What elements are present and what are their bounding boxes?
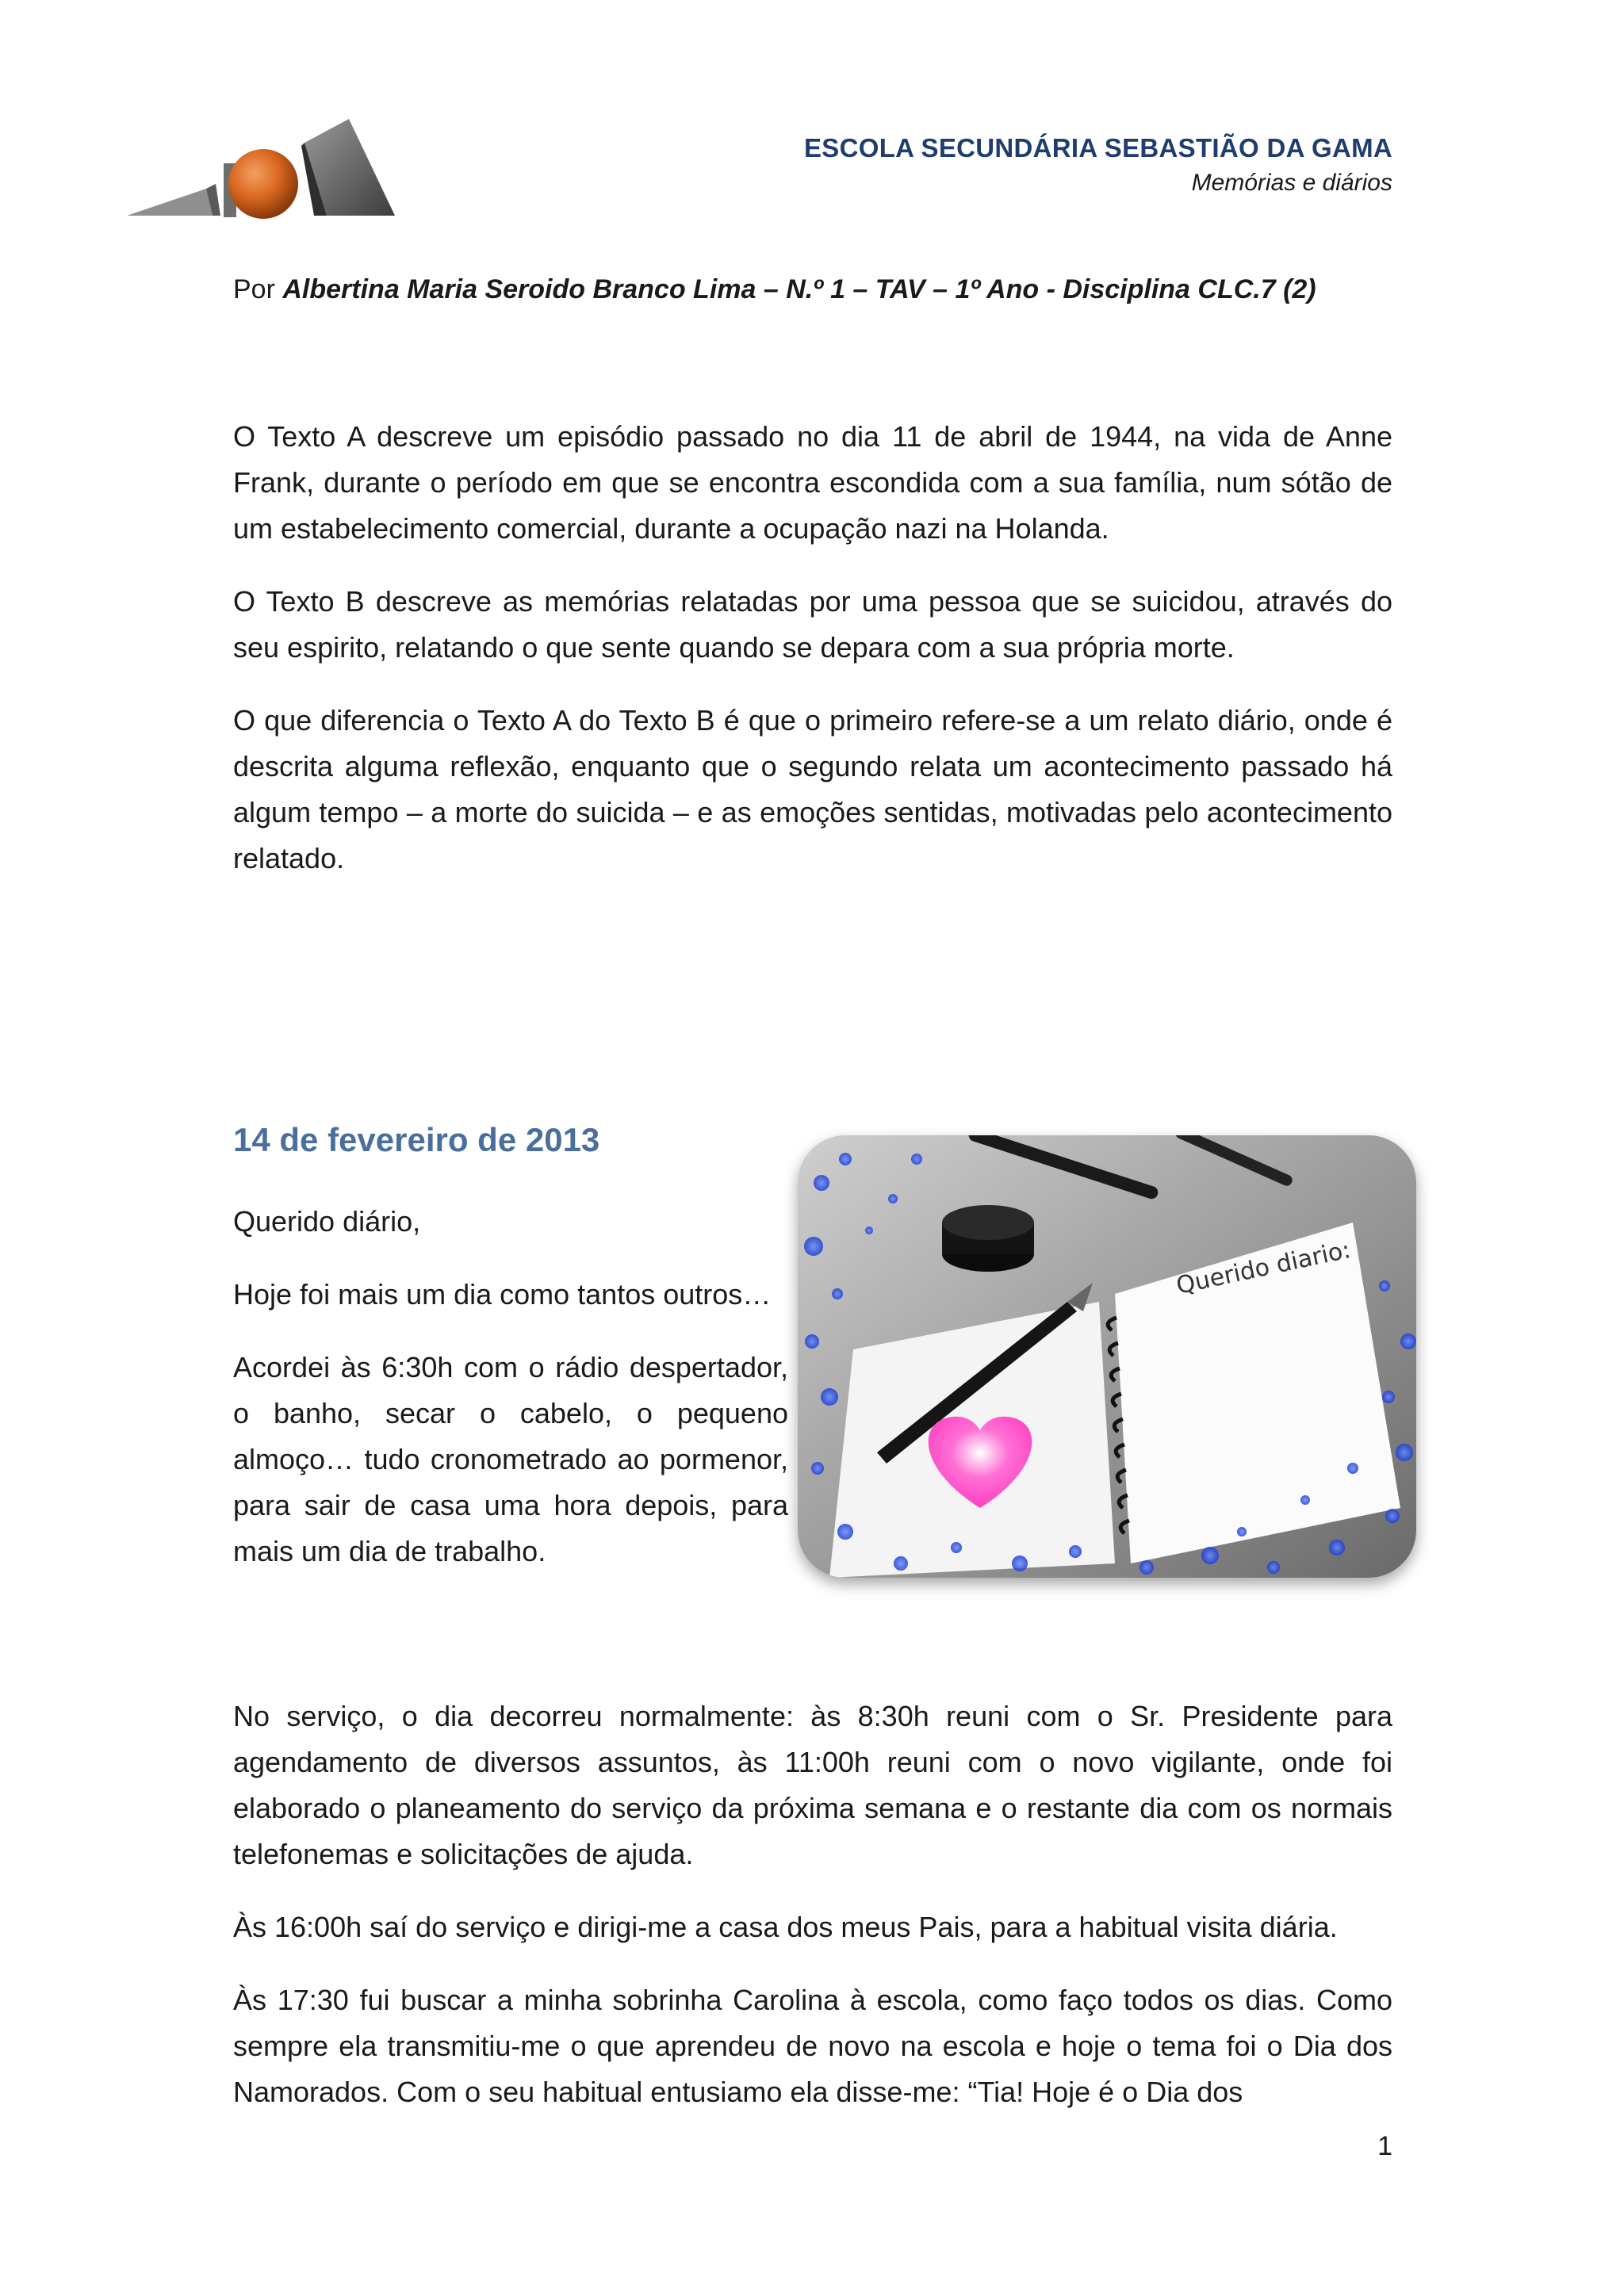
notebook-illustration	[798, 1135, 1416, 1578]
school-name: ESCOLA SECUNDÁRIA SEBASTIÃO DA GAMA	[803, 133, 1392, 163]
diary-body	[233, 1693, 1392, 2142]
byline-prefix: Por	[233, 274, 275, 304]
paragraph: O Texto A descreve um episódio passado no dia 11 de abril de 1944, na vida de Anne Frank, durante o período em que se encontra escondida com a sua família, num sótão de um estabelecimento comercial, durante a ocupação nazi na Holanda.	[233, 420, 1392, 545]
byline-author: Albertina Maria Seroido Branco Lima – N.º 1 – TAV – 1º Ano - Disciplina CLC.7 (2)	[282, 274, 1316, 304]
author-byline	[233, 274, 1316, 305]
diary-photo	[798, 1135, 1416, 1578]
page-number: 1	[1377, 2131, 1392, 2161]
paragraph: Às 16:00h saí do serviço e dirigi-me a casa dos meus Pais, para a habitual visita diária.	[233, 1911, 1338, 1943]
diary-greeting: Querido diário,	[233, 1205, 421, 1238]
document-subtitle: Memórias e diários	[1191, 170, 1392, 196]
school-header	[804, 133, 1392, 197]
intro-text	[233, 414, 1392, 909]
paragraph: Hoje foi mais um dia como tantos outros…	[233, 1278, 772, 1311]
paragraph: Acordei às 6:30h com o rádio despertador, o banho, secar o cabelo, o pequeno almoço… tudo cronometrado ao pormenor, para sair de casa uma hora depois, para mais um dia de trabalho.	[233, 1351, 788, 1567]
paragraph: No serviço, o dia decorreu normalmente: às 8:30h reuni com o Sr. Presidente para agendamento de diversos assuntos, às 11:00h reuni com o novo vigilante, onde foi elaborado o planeamento do serviço da próxima semana e o restante dia com os normais telefonemas e solicitações de ajuda.	[233, 1700, 1392, 1870]
diary-column	[233, 1199, 788, 1601]
paragraph: O Texto B descreve as memórias relatadas por uma pessoa que se suicidou, através do seu espirito, relatando o que sente quando se depara com a sua própria morte.	[233, 585, 1392, 664]
school-logo	[119, 111, 404, 230]
diary-date-heading: 14 de fevereiro de 2013	[233, 1121, 600, 1158]
paragraph: O que diferencia o Texto A do Texto B é que o primeiro refere-se a um relato diário, onde é descrita alguma reflexão, enquanto que o segundo relata um acontecimento passado há algum tempo – a morte do suicida – e as emoções sentidas, motivadas pelo acontecimento relatado.	[233, 704, 1392, 874]
paragraph: Às 17:30 fui buscar a minha sobrinha Carolina à escola, como faço todos os dias. Como sempre ela transmitiu-me o que aprendeu de novo na escola e hoje o tema foi o Dia dos Namorados. Com o seu habitual entusiamo ela disse-me: “Tia! Hoje é o Dia dos	[233, 1984, 1392, 2108]
notebook-caption: Querido diario:	[1174, 1236, 1354, 1300]
